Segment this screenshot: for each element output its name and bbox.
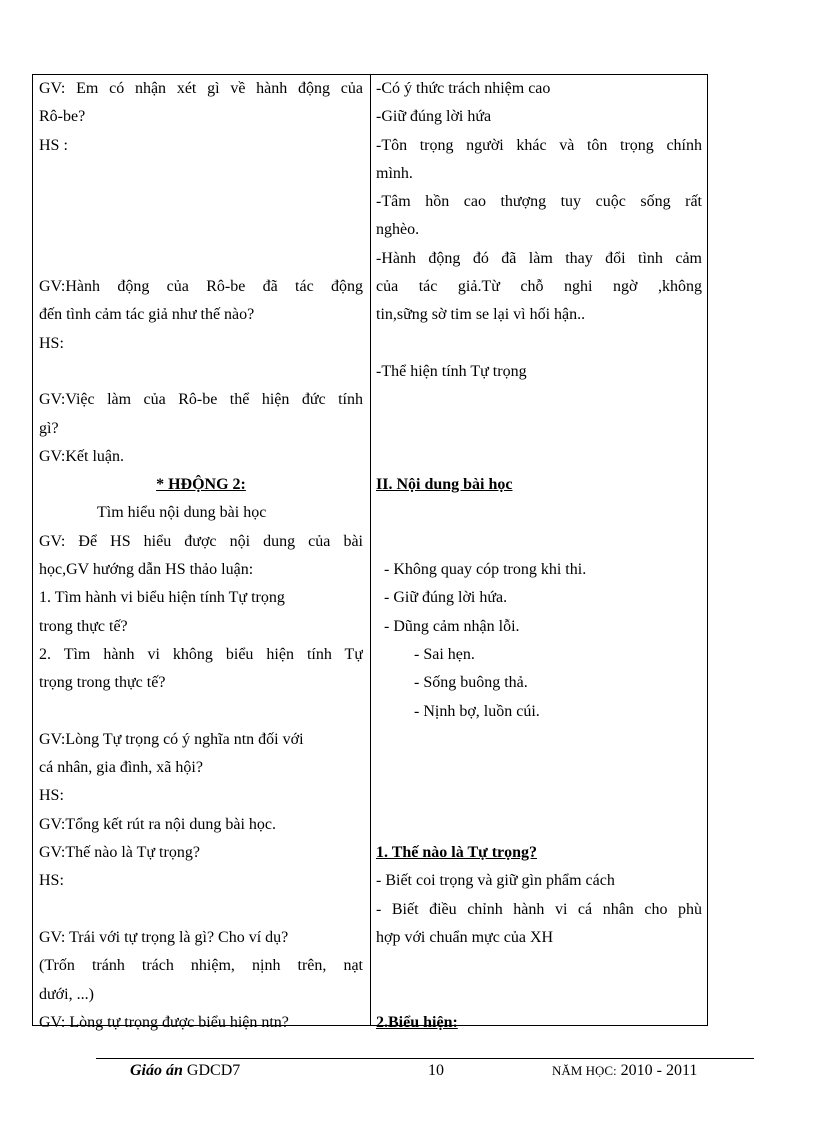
- left-column-line: HS:: [39, 872, 64, 890]
- left-column-line: GV:Tổng kết rút ra nội dung bài học.: [39, 815, 276, 833]
- left-column-line: HS:: [39, 334, 64, 352]
- left-column-line: GV:Lòng Tự trọng có ý nghĩa ntn đối với: [39, 730, 304, 748]
- right-column-line: - Sống buông thả.: [414, 674, 528, 692]
- right-column-line: -Có ý thức trách nhiệm cao: [376, 80, 551, 97]
- footer-label: Giáo án: [130, 1062, 183, 1079]
- left-column-line: đến tình cảm tác giả như thế nào?: [39, 306, 255, 324]
- right-column-line: [376, 499, 702, 527]
- page-number: 10: [428, 1062, 444, 1079]
- right-column-line: [376, 330, 702, 358]
- left-column-line: [39, 245, 363, 273]
- left-column-line: Rô-be?: [39, 108, 86, 126]
- left-column-line: GV: Lòng tự trọng được biểu hiện ntn?: [39, 1013, 289, 1031]
- right-column-line: [376, 782, 702, 810]
- right-column-line: [376, 952, 702, 980]
- left-column-line: * HĐỘNG 2:: [156, 476, 246, 494]
- right-column-line: mình.: [376, 164, 413, 182]
- left-column-line: [39, 698, 363, 726]
- right-column-line: II. Nội dung bài học: [376, 476, 513, 494]
- left-column-line: GV:Kết luận.: [39, 447, 125, 465]
- left-column-line: [39, 896, 363, 924]
- right-column-line: [376, 415, 702, 443]
- footer-subject: [130, 1062, 240, 1080]
- left-column-line: GV: Trái với tự trọng là gì? Cho ví dụ?: [39, 928, 289, 946]
- left-column-line: trọng trong thực tế?: [39, 674, 166, 692]
- left-column-line: [39, 216, 363, 244]
- right-column-line: nghèo.: [376, 221, 420, 239]
- right-column-line: - Không quay cóp trong khi thi.: [384, 561, 587, 579]
- left-column-line: [39, 358, 363, 386]
- right-column-line: - Biết điều chỉnh hành vi cá nhân cho phù: [376, 900, 702, 918]
- right-column-line: [376, 386, 702, 414]
- left-column-line: 1. Tìm hành vi biểu hiện tính Tự trọng: [39, 589, 285, 607]
- left-column-line: (Trốn tránh trách nhiệm, nịnh trên, nạt: [39, 957, 363, 975]
- left-column-line: trong thực tế?: [39, 617, 128, 635]
- right-column-line: - Nịnh bợ, luồn cúi.: [414, 702, 540, 720]
- footer-rule: [96, 1058, 754, 1059]
- left-column-line: 2. Tìm hành vi không biểu hiện tính Tự: [39, 645, 363, 663]
- left-column-line: cá nhân, gia đình, xã hội?: [39, 759, 203, 777]
- left-column-line: GV: Em có nhận xét gì về hành động của: [39, 80, 363, 97]
- right-column-line: [376, 754, 702, 782]
- right-column-line: của tác giả.Từ chỗ nghi ngờ ,không: [376, 278, 702, 296]
- right-column-line: [376, 981, 702, 1009]
- right-column-line: - Biết coi trọng và giữ gìn phẩm cách: [376, 872, 615, 890]
- left-column-line: [39, 188, 363, 216]
- right-column-line: 1. Thế nào là Tự trọng?: [376, 844, 538, 862]
- right-column-line: - Giữ đúng lời hứa.: [384, 589, 508, 607]
- left-column-line: GV:Hành động của Rô-be đã tác động: [39, 278, 363, 296]
- right-column-line: [376, 811, 702, 839]
- right-column-line: -Tôn trọng người khác và tôn trọng chính: [376, 136, 702, 154]
- right-column-line: [376, 443, 702, 471]
- lesson-content-column: [376, 75, 702, 1037]
- year-value: 2010 - 2011: [620, 1062, 698, 1079]
- left-column-line: dưới, ...): [39, 985, 94, 1003]
- right-column-line: hợp với chuẩn mực của XH: [376, 928, 554, 946]
- right-column-line: 2.Biểu hiện:: [376, 1013, 458, 1031]
- left-column-line: gì?: [39, 419, 59, 437]
- year-label: NĂM HỌC:: [552, 1063, 617, 1078]
- right-column-line: [376, 726, 702, 754]
- footer-year: [552, 1062, 697, 1080]
- right-column-line: -Hành động đó đã làm thay đổi tình cảm: [376, 249, 702, 267]
- left-column-line: GV:Việc làm của Rô-be thể hiện đức tính: [39, 391, 363, 409]
- left-column-line: GV:Thế nào là Tự trọng?: [39, 844, 200, 862]
- footer-subject-name: GDCD7: [186, 1062, 241, 1079]
- right-column-line: [376, 528, 702, 556]
- left-column-line: Tìm hiểu nội dung bài học: [97, 504, 267, 522]
- teacher-activity-column: [39, 75, 363, 1037]
- left-column-line: HS :: [39, 136, 68, 154]
- right-column-line: - Sai hẹn.: [414, 645, 475, 663]
- right-column-line: tin,sững sờ tim se lại vì hối hận..: [376, 306, 586, 324]
- lesson-table: [32, 74, 708, 1031]
- column-divider: [370, 75, 371, 1025]
- right-column-line: -Thể hiện tính Tự trọng: [376, 362, 527, 380]
- left-column-line: GV: Để HS hiểu được nội dung của bài: [39, 532, 363, 550]
- right-column-line: -Tâm hồn cao thượng tuy cuộc sống rất: [376, 193, 702, 211]
- left-column-line: HS:: [39, 787, 64, 805]
- left-column-line: học,GV hướng dẫn HS thảo luận:: [39, 561, 254, 579]
- left-column-line: [39, 160, 363, 188]
- right-column-line: - Dũng cảm nhận lỗi.: [384, 617, 520, 635]
- right-column-line: -Giữ đúng lời hứa: [376, 108, 492, 126]
